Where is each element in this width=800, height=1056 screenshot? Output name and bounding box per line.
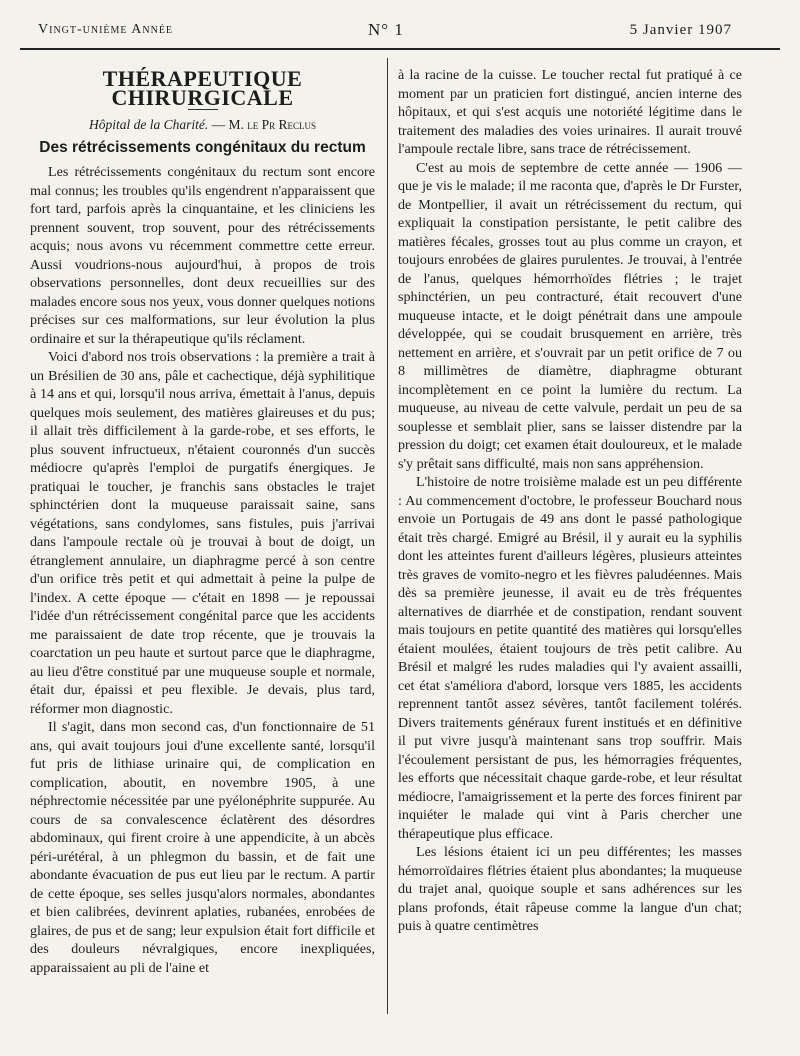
byline xyxy=(30,116,375,135)
paragraph: Il s'agit, dans mon second cas, d'un fonctionnaire de 51 ans, qui avait toujours joui d'une excellente santé, lorsqu'il fut pris de lithiase urinaire qui, de complication en complication, aboutit, en novembre 1905, à une néphrectomie nécessitée par une pyélonéphrite suppurée. Au cours de sa convalescence éclatèrent des désordres abdominaux, qui firent croire à une appendicite, à un abcès péri-urétéral, à un phlegmon du bassin, et de fait une abondante évacuation de pus eut lieu par le rectum. A partir de cette époque, ses selles jusqu'alors normales, abondantes et bien calibrées, devinrent aplaties, rubanées, enrobées de glaires, de pus et de sang; leur expulsion était fort difficile et des douleurs névralgiques, encore inexpliquées, apparaissaient au pli de l'aine et xyxy=(30,719,375,976)
paragraph: à la racine de la cuisse. Le toucher rectal fut pratiqué à ce moment par un praticien fort distingué, ancien interne des hôpitaux, et qui s'est acquis une notoriété légitime dans le traitement des maladies des voies urinaires. Il aurait trouvé l'ampoule rectale libre, sans trace de rétrécissement. xyxy=(398,67,742,157)
header-date: 5 Janvier 1907 xyxy=(629,22,732,38)
header-volume: Vingt-unième Année xyxy=(38,22,174,37)
section-title: THÉRAPEUTIQUE CHIRURGICALE xyxy=(102,66,303,110)
paragraph: C'est au mois de septembre de cette année — 1906 — que je vis le malade; il me raconta que, d'après le Dr Furster, de Montpellier, il avait un rétrécissement du rectum, qui expliquait la constipation persistante, le petit calibre des matières fécales, grosses tout au plus comme un crayon, et toujours enrobées de glaires purulentes. Je trouvai, à l'entrée de l'anus, quelques hémorrhoïdes flétries ; le trajet sphinctérien, un peu contracturé, était recouvert d'une muqueuse intacte, et le doigt pénétrait dans une ampoule développée, qui se coudait brusquement en arrière, très nettement en arrière, et s'ouvrait par un petit orifice de 7 ou 8 millimètres de diamètre, diaphragme obturant incomplètement en ce point la lumière du rectum. La muqueuse, au niveau de cette valvule, perdait un peu de sa souplesse et semblait plier, sans se laisser distendre par la pression du doigt; cet examen était douloureux, et le malade s'y prêtait sans difficulté, mais non sans appréhension. xyxy=(398,159,742,472)
paragraph: Les lésions étaient ici un peu différentes; les masses hémorroïdaires flétries étaient plus abondantes; la muqueuse du trajet anal, quoique souple et sans adhérences sur les plans profonds, était râpeuse comme la langue d'un chat; puis à quatre centimètres xyxy=(398,844,742,934)
paragraph: Les rétrécissements congénitaux du rectum sont encore mal connus; les troubles qu'ils engendrent n'apparaissent que fort tard, parfois après la cinquantaine, et les cliniciens les prennent souvent, trop souvent, pour des rétrécissements acquis; nous avons vu récemment commettre cette erreur. Aussi voudrions-nous aujourd'hui, à propos de trois observations personnelles, dont deux recueillies sur des malades encore sous nos yeux, vous donner quelques notions précises sur ces malformations, sur leur évolution la plus ordinaire et sur la thérapeutique qu'ils réclament. xyxy=(30,164,375,347)
paragraph: Voici d'abord nos trois observations : la première a trait à un Brésilien de 30 ans, pâle et cachectique, déjà syphilitique à 14 ans et qui, lorsqu'il nous arriva, émettait à l'anus, depuis quelques mois seulement, des matières glaireuses et du pus; il allait très difficilement à la garde-robe, et ses efforts, le plus souvent infructueux, n'étaient couronnés d'un succès médiocre qu'après l'emploi de purgatifs énergiques. Je pratiquai le toucher, je franchis sans obstacles le trajet sphinctérien dont la muqueuse paraissait saine, sans végétations, sans condylomes, sans fistules, puis j'arrivai dans l'ampoule rectale où je trouvai à bout de doigt, un étranglement annulaire, un diaphragme percé à son centre d'un orifice très petit et qui admettait à peine la pulpe de l'index. A cette époque — c'était en 1898 — je repoussai l'idée d'un rétrécissement congénital parce que les accidents me paraissaient de date trop récente, que je trouvais la coarctation un peu haute et surtout parce que le diaphragme, au lieu d'être constitué par une muqueuse souple et normale, était dur, épaissi et peu flexible. Je devais, plus tard, réformer mon diagnostic. xyxy=(30,349,375,717)
header-rule xyxy=(20,48,780,50)
running-header xyxy=(38,22,732,42)
byline-author: — M. le Pr Reclus xyxy=(211,117,317,132)
right-column xyxy=(398,66,742,1016)
paragraph: L'histoire de notre troisième malade est un peu différente : Au commencement d'octobre, le professeur Bouchard nous envoie un Portugais de 49 ans dont le passé pathologique était très chargé. Emigré au Brésil, il y aurait eu la syphilis dont les atteintes furent d'ailleurs légères, plusieurs atteintes très graves de vomito-negro et les fièvres paludéennes. Mais dès sa première jeunesse, il avait eu de très fréquentes alternatives de diarrhée et de constipation, rendant souvent mais toujours en petite quantité des matières qui lorsqu'elles étaient moulées, étaient toujours de très petit calibre. Au Brésil et malgré les rudes maladies qui l'y avaient assailli, cet état s'améliora d'abord, lorsque vers 1885, les accidents reprennent tantôt assez sévères, tantôt facilement tolérés. Divers traitements généraux furent institués et en définitive il put vivre jusqu'à maintenant sans trop souffrir. Mais l'écoulement persistant de pus, les hémorragies fréquentes, les efforts que nécessitait chaque garde-robe, et leur résultat médiocre, l'amaigrissement et la perte des forces finirent par inquiéter le malade qui vint à Paris chercher une thérapeutique plus efficace. xyxy=(398,474,742,842)
article-title: Des rétrécissements congénitaux du rectum xyxy=(39,138,366,156)
column-divider xyxy=(387,58,388,1014)
header-issue-number: N° 1 xyxy=(368,20,404,39)
byline-place: Hôpital de la Charité. xyxy=(88,117,209,132)
left-column xyxy=(30,64,375,1016)
